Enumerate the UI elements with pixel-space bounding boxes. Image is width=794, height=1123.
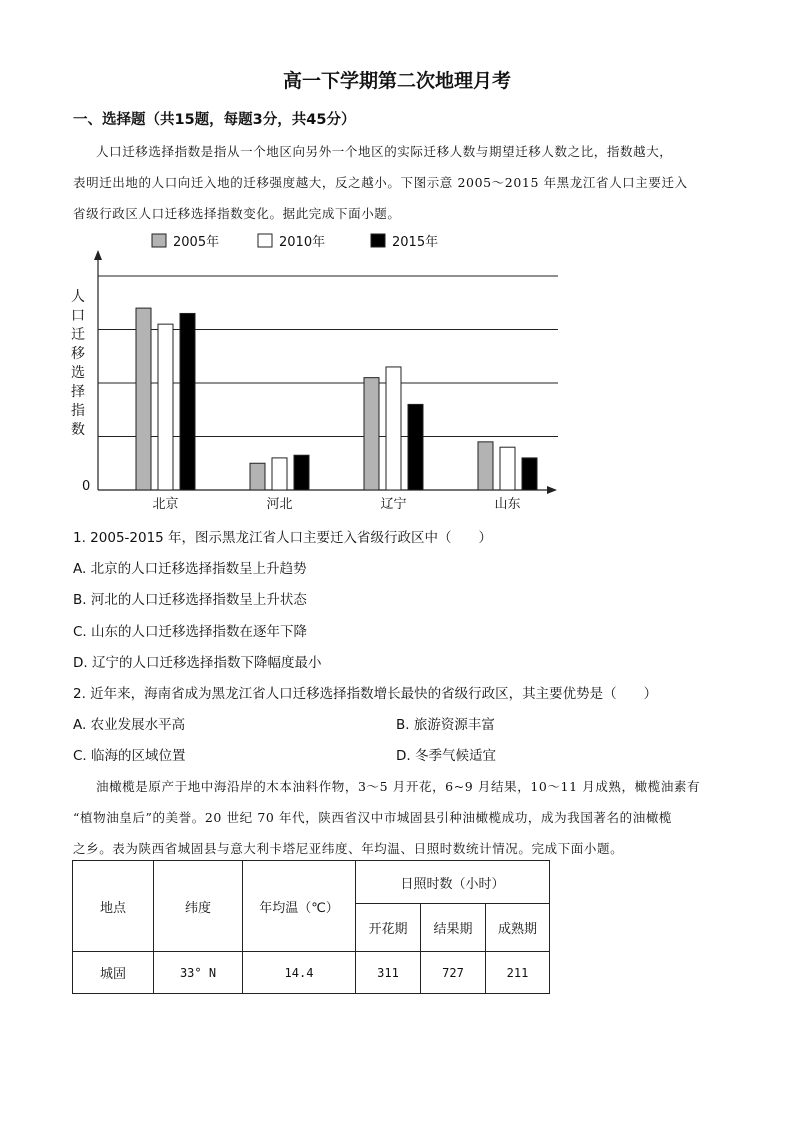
bar-4-1 [478,442,493,490]
legend-swatch-3 [371,234,385,247]
bar-3-2 [386,367,401,490]
intro1-line-3: 省级行政区人口迁移选择指数变化。据此完成下面小题。 [73,206,401,221]
y-axis-label-char: 指 [71,403,85,419]
q2-option-a: A. 农业发展水平高 [73,717,186,733]
intro2-line-2: “植物油皇后”的美誉。20 世纪 70 年代，陕西省汉中市城固县引种油橄榄成功，成为我国著名的油橄榄 [73,810,673,825]
bar-2-1 [250,463,265,490]
q2-option-c: C. 临海的区域位置 [73,748,186,764]
bar-1-1 [136,308,151,490]
y-axis-label-char: 迁 [71,327,85,343]
legend-swatch-2 [258,234,272,247]
section-heading: 一、选择题（共15题，每题3分，共45分） [73,112,356,128]
header-flowering: 开花期 [356,904,421,952]
bar-2-2 [272,458,287,490]
legend-label-3: 2015年 [392,235,439,250]
q2-option-d: D. 冬季气候适宜 [396,748,496,764]
bar-4-3 [522,458,537,490]
cell-latitude: 33° N [154,952,243,994]
legend-label-1: 2005年 [173,235,220,250]
bar-1-2 [158,324,173,490]
q2-option-b: B. 旅游资源丰富 [396,717,495,733]
header-fruiting: 结果期 [421,904,486,952]
x-tick-label-4: 山东 [494,497,521,512]
page-title: 高一下学期第二次地理月考 [282,70,511,92]
migration-index-chart [60,226,580,516]
q2-stem: 2. 近年来，海南省成为黑龙江省人口迁移选择指数增长最快的省级行政区，其主要优势是（ ） [73,686,658,702]
legend-swatch-1 [152,234,166,247]
cell-fruiting: 727 [421,952,486,994]
cell-flowering: 311 [356,952,421,994]
q1-stem: 1. 2005-2015 年，图示黑龙江省人口主要迁入省级行政区中（ ） [73,530,493,546]
header-temp: 年均温（℃） [243,861,356,952]
x-tick-label-2: 河北 [266,497,293,512]
cell-temp: 14.4 [243,952,356,994]
header-ripening: 成熟期 [486,904,550,952]
intro1-line-2: 表明迁出地的人口向迁入地的迁移强度越大，反之越小。下图示意 2005～2015 年黑龙江省人口主要迁入 [73,175,688,190]
q1-option-c: C. 山东的人口迁移选择指数在逐年下降 [73,624,308,640]
y-axis-label-char: 数 [71,422,85,438]
y-tick-label-0: 0 [82,479,91,494]
x-tick-label-3: 辽宁 [380,497,407,512]
olive-climate-table [72,860,550,994]
bar-2-3 [294,455,309,490]
bar-1-3 [180,313,195,490]
intro2-line-3: 之乡。表为陕西省城固县与意大利卡塔尼亚纬度、年均温、日照时数统计情况。完成下面小题。 [73,841,624,856]
legend-label-2: 2010年 [279,235,326,250]
intro1-line-1: 人口迁移选择指数是指从一个地区向另外一个地区的实际迁移人数与期望迁移人数之比，指数越大， [96,144,673,159]
y-axis-label-char: 择 [71,384,85,400]
x-axis-arrow [547,486,557,494]
bar-3-3 [408,404,423,490]
bar-3-1 [364,378,379,490]
y-axis-arrow [94,250,102,260]
header-place: 地点 [73,861,154,952]
cell-ripening: 211 [486,952,550,994]
bar-4-2 [500,447,515,490]
table-row [73,952,550,994]
cell-place: 城固 [73,952,154,994]
header-latitude: 纬度 [154,861,243,952]
y-axis-label-char: 人 [71,289,85,305]
header-sunshine: 日照时数（小时） [356,861,550,904]
y-axis-label-char: 口 [71,308,85,324]
q1-option-d: D. 辽宁的人口迁移选择指数下降幅度最小 [73,655,322,671]
y-axis-label-char: 移 [71,346,85,362]
q1-option-b: B. 河北的人口迁移选择指数呈上升状态 [73,592,307,608]
y-axis-label-char: 选 [71,365,85,381]
x-tick-label-1: 北京 [152,497,179,512]
q1-option-a: A. 北京的人口迁移选择指数呈上升趋势 [73,561,307,577]
intro2-line-1: 油橄榄是原产于地中海沿岸的木本油料作物，3～5 月开花，6~9 月结果，10～11 月成熟，橄榄油素有 [96,779,701,794]
